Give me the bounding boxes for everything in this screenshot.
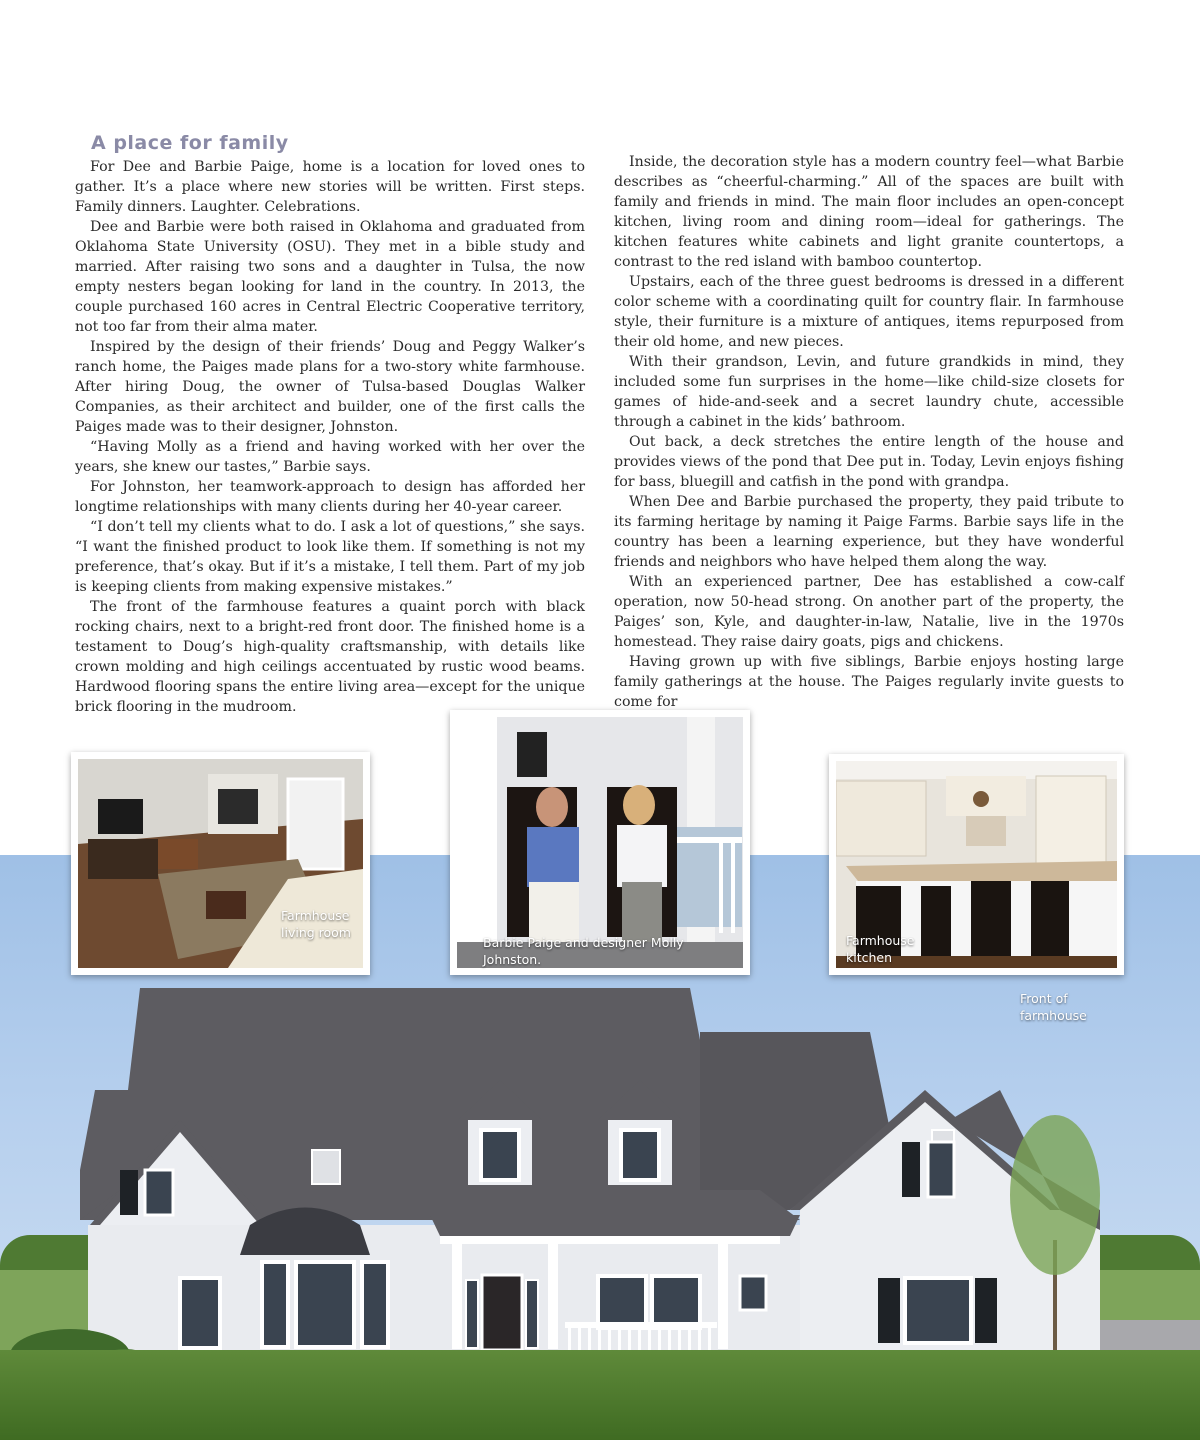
paragraph: “I don’t tell my clients what to do. I ask a lot of questions,” she says. “I want the finished product to look like them. If something is not my preference, that’s okay. But if it’s a mistake, I tell them. Part of my job is keeping clients from making expensive mistakes.” (75, 519, 585, 595)
article-left-column (75, 157, 585, 717)
paragraph: With their grandson, Levin, and future grandkids in mind, they included some fun surprises in the home—like child-size closets for games of hide-and-seek and a secret laundry chute, accessible through a cabinet in the kids’ bathroom. (614, 354, 1124, 430)
paragraph: With an experienced partner, Dee has established a cow-calf operation, now 50-head strong. On another part of the property, the Paiges’ son, Kyle, and daughter-in-law, Natalie, live in the 1970s homestead. They raise dairy goats, pigs and chickens. (614, 574, 1124, 650)
photo-living-room-frame (71, 752, 370, 975)
paragraph: Dee and Barbie were both raised in Oklahoma and graduated from Oklahoma State University (OSU). They met in a bible study and married. After raising two sons and a daughter in Tulsa, the now empty nesters began looking for land in the country. In 2013, the couple purchased 160 acres in Central Electric Cooperative territory, not too far from their alma mater. (75, 219, 585, 335)
paragraph: For Johnston, her teamwork-approach to design has afforded her longtime relationships with many clients during her 40-year career. (75, 479, 585, 515)
caption-kitchen: Farmhouse kitchen (846, 933, 915, 965)
lawn (0, 1350, 1200, 1440)
porch-illustration (457, 717, 743, 968)
photo-porch (457, 717, 743, 968)
caption-porch: Barbie Paige and designer Molly Johnston. (483, 935, 684, 967)
section-heading: A place for family (91, 132, 289, 154)
paragraph: Out back, a deck stretches the entire length of the house and provides views of the pond that Dee put in. Today, Levin enjoys fishing for bass, bluegill and catfish in the pond with grandpa. (614, 434, 1124, 490)
photo-kitchen-frame (829, 754, 1124, 975)
paragraph: For Dee and Barbie Paige, home is a location for loved ones to gather. It’s a place where new stories will be written. First steps. Family dinners. Laughter. Celebrations. (75, 159, 585, 215)
article-right-column (614, 152, 1124, 712)
paragraph: Inspired by the design of their friends’ Doug and Peggy Walker’s ranch home, the Paiges made plans for a two-story white farmhouse. After hiring Doug, the owner of Tulsa-based Douglas Walker Companies, as their architect and builder, one of the first calls the Paiges made was to their designer, Johnston. (75, 339, 585, 435)
paragraph: The front of the farmhouse features a quaint porch with black rocking chairs, next to a bright-red front door. The finished home is a testament to Doug’s high-quality craftsmanship, with details like crown molding and high ceilings accentuated by rustic wood beams. Hardwood flooring spans the entire living area—except for the unique brick flooring in the mudroom. (75, 599, 585, 715)
caption-living-room: Farmhouse living room (281, 908, 351, 940)
paragraph: When Dee and Barbie purchased the property, they paid tribute to its farming heritage by naming it Paige Farms. Barbie says life in the country has been a learning experience, but they have wonderful friends and neighbors who have helped them along the way. (614, 494, 1124, 570)
paragraph: Inside, the decoration style has a modern country feel—what Barbie describes as “cheerful-charming.” All of the spaces are built with family and friends in mind. The main floor includes an open-concept kitchen, living room and dining room—ideal for gatherings. The kitchen features white cabinets and light granite countertops, a contrast to the red island with bamboo countertop. (614, 154, 1124, 270)
farmhouse-illustration (0, 980, 1200, 1380)
farmhouse-photo (0, 980, 1200, 1380)
paragraph: “Having Molly as a friend and having worked with her over the years, she knew our tastes,” Barbie says. (75, 439, 585, 475)
photo-porch-frame (450, 710, 750, 975)
paragraph: Upstairs, each of the three guest bedrooms is dressed in a different color scheme with a coordinating quilt for country flair. In farmhouse style, their furniture is a mixture of antiques, items repurposed from their old home, and new pieces. (614, 274, 1124, 350)
paragraph: Having grown up with five siblings, Barbie enjoys hosting large family gatherings at the house. The Paiges regularly invite guests to come for (614, 654, 1124, 710)
caption-front-of-farmhouse: Front of farmhouse (1020, 991, 1087, 1023)
